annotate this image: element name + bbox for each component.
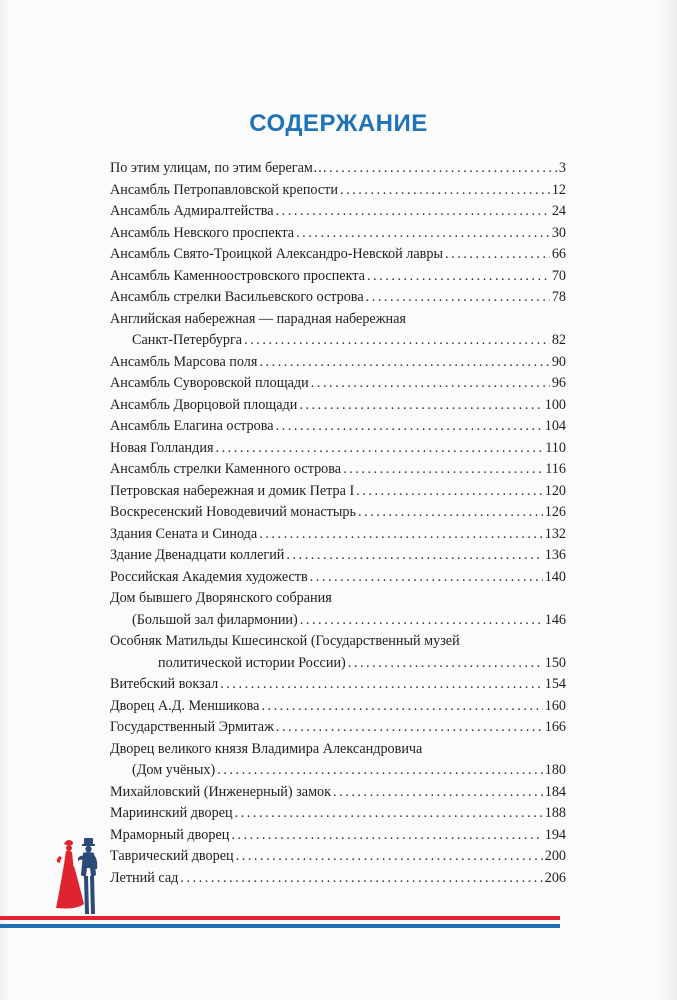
toc-row xyxy=(110,846,566,868)
toc-row xyxy=(110,631,566,653)
toc-page-number: 82 xyxy=(551,332,566,348)
toc-entry-title: Мариинский дворец xyxy=(110,805,233,821)
dot-leader xyxy=(261,696,542,718)
toc-row xyxy=(110,674,566,696)
dot-leader xyxy=(259,352,549,374)
dot-leader xyxy=(296,223,550,245)
toc-page-number: 12 xyxy=(551,181,566,198)
toc-page-number: 206 xyxy=(544,869,566,886)
dot-leader xyxy=(333,782,543,804)
toc-entry-line xyxy=(110,266,566,288)
couple-illustration-icon xyxy=(50,836,108,918)
page-shadow-left xyxy=(0,0,10,1000)
toc-page-number: 104 xyxy=(544,418,566,434)
toc-entry-line xyxy=(110,309,566,331)
toc-page-number: 78 xyxy=(551,289,566,305)
toc-entry-line xyxy=(110,287,566,309)
toc-entry-title: Ансамбль Каменноостровского проспекта xyxy=(110,267,365,284)
dot-leader xyxy=(343,459,543,481)
toc-page-number: 70 xyxy=(551,267,566,284)
toc-row xyxy=(110,782,566,804)
toc-row xyxy=(110,696,566,718)
toc-entry-line xyxy=(110,696,566,718)
toc-entry-line xyxy=(110,717,566,739)
toc-row xyxy=(110,588,566,610)
toc-entry-title: Здание Двенадцати коллегий xyxy=(110,547,285,563)
toc-page-number: 90 xyxy=(551,353,566,370)
toc-row xyxy=(110,352,566,374)
toc-row xyxy=(110,395,566,417)
dot-leader xyxy=(366,287,550,309)
table-of-contents xyxy=(110,158,566,889)
toc-entry-title: Санкт-Петербурга xyxy=(132,332,243,348)
toc-entry-title: Дворец А.Д. Меншикова xyxy=(110,697,260,714)
toc-entry-title: Воскресенский Новодевичий монастырь xyxy=(110,504,356,520)
toc-page-number: 110 xyxy=(545,439,566,456)
dot-leader xyxy=(215,438,543,460)
toc-page-number: 166 xyxy=(544,719,566,735)
toc-row xyxy=(110,416,566,438)
toc-page-number: 194 xyxy=(544,826,566,843)
toc-entry-title: Российская Академия художеств xyxy=(110,568,308,585)
toc-row xyxy=(110,502,566,524)
toc-entry-line xyxy=(110,395,566,417)
dot-leader xyxy=(235,803,543,825)
toc-entry-title: (Дом учёных) xyxy=(132,762,216,778)
toc-entry-title: Ансамбль Елагина острова xyxy=(110,418,274,434)
toc-entry-title: (Большой зал филармонии) xyxy=(132,611,298,628)
dot-leader xyxy=(276,416,543,438)
toc-row xyxy=(110,330,566,352)
toc-row xyxy=(110,373,566,395)
toc-entry-line xyxy=(110,201,566,223)
toc-entry-title: По этим улицам, по этим берегам… xyxy=(110,160,328,176)
toc-entry-title: Ансамбль Марсова поля xyxy=(110,353,258,370)
toc-row xyxy=(110,459,566,481)
toc-entry-title: Здания Сената и Синода xyxy=(110,525,258,542)
decorative-blue-stripe xyxy=(0,924,560,928)
toc-page-number: 184 xyxy=(544,783,566,800)
toc-page-number: 188 xyxy=(544,805,566,821)
toc-entry-line xyxy=(110,868,566,890)
toc-entry-title: Ансамбль Невского проспекта xyxy=(110,224,295,241)
dot-leader xyxy=(299,395,542,417)
toc-entry-line xyxy=(110,739,566,761)
toc-row xyxy=(110,266,566,288)
toc-page-number: 146 xyxy=(544,611,566,628)
toc-entry-line xyxy=(110,653,566,675)
toc-entry-title: Дворец великого князя Владимира Александровича xyxy=(110,740,423,757)
decorative-red-stripe xyxy=(0,916,560,920)
toc-entry-line xyxy=(110,481,566,503)
dot-leader xyxy=(445,244,550,266)
toc-entry-title: Ансамбль Дворцовой площади xyxy=(110,396,298,413)
dot-leader xyxy=(286,545,542,567)
dot-leader xyxy=(329,158,557,180)
toc-entry-line xyxy=(110,545,566,567)
toc-entry-title: Английская набережная — парадная набережная xyxy=(110,310,406,327)
toc-entry-title: Михайловский (Инженерный) замок xyxy=(110,783,332,800)
toc-row xyxy=(110,803,566,825)
toc-entry-title: Ансамбль Адмиралтейства xyxy=(110,203,274,219)
toc-entry-line xyxy=(110,825,566,847)
toc-entry-title: Ансамбль Суворовской площади xyxy=(110,375,309,391)
toc-entry-title: Новая Голландия xyxy=(110,439,214,456)
toc-page-number: 66 xyxy=(551,246,566,262)
toc-page-number: 150 xyxy=(544,654,566,671)
toc-entry-title: Таврический дворец xyxy=(110,848,234,864)
page-shadow-right xyxy=(659,0,677,1000)
toc-entry-line xyxy=(110,803,566,825)
toc-entry-title: Ансамбль Свято-Троицкой Александро-Невской лавры xyxy=(110,246,443,262)
toc-row xyxy=(110,524,566,546)
toc-entry-line xyxy=(110,352,566,374)
toc-row xyxy=(110,567,566,589)
toc-entry-line xyxy=(110,459,566,481)
toc-row xyxy=(110,223,566,245)
toc-entry-line xyxy=(110,588,566,610)
toc-row xyxy=(110,717,566,739)
toc-entry-line xyxy=(110,760,566,782)
dot-leader xyxy=(311,373,550,395)
toc-entry-title: Ансамбль стрелки Васильевского острова xyxy=(110,289,364,305)
toc-row xyxy=(110,438,566,460)
toc-page-number: 116 xyxy=(545,461,566,477)
dot-leader xyxy=(217,760,542,782)
toc-entry-title: политической истории России) xyxy=(158,654,346,671)
toc-entry-title: Ансамбль Петропавловской крепости xyxy=(110,181,338,198)
dot-leader xyxy=(367,266,550,288)
toc-entry-title: Дом бывшего Дворянского собрания xyxy=(110,590,332,606)
dot-leader xyxy=(300,610,543,632)
toc-row xyxy=(110,180,566,202)
toc-row xyxy=(110,545,566,567)
toc-entry-line xyxy=(110,438,566,460)
toc-row xyxy=(110,653,566,675)
toc-page-number: 136 xyxy=(544,547,566,563)
toc-entry-line xyxy=(110,567,566,589)
toc-row xyxy=(110,158,566,180)
dot-leader xyxy=(180,868,542,890)
toc-entry-title: Мраморный дворец xyxy=(110,826,230,843)
dot-leader xyxy=(340,180,550,202)
page-title: СОДЕРЖАНИЕ xyxy=(249,110,428,137)
toc-entry-title: Государственный Эрмитаж xyxy=(110,719,274,735)
dot-leader xyxy=(276,717,543,739)
toc-page-number: 30 xyxy=(551,224,566,241)
lady-figure-icon xyxy=(56,840,84,909)
dot-leader xyxy=(348,653,543,675)
toc-page-number: 24 xyxy=(551,203,566,219)
dot-leader xyxy=(220,674,543,696)
toc-entry-line xyxy=(110,610,566,632)
toc-entry-line xyxy=(110,373,566,395)
toc-page-number: 96 xyxy=(551,375,566,391)
toc-entry-line xyxy=(110,524,566,546)
dot-leader xyxy=(259,524,543,546)
toc-page-number: 3 xyxy=(558,160,566,176)
toc-entry-line xyxy=(110,158,566,180)
toc-page-number: 120 xyxy=(544,482,566,499)
toc-page-number: 132 xyxy=(544,525,566,542)
toc-row xyxy=(110,309,566,331)
toc-entry-line xyxy=(110,502,566,524)
dot-leader xyxy=(236,846,543,868)
toc-page-number: 126 xyxy=(544,504,566,520)
toc-entry-title: Петровская набережная и домик Петра I xyxy=(110,482,355,499)
toc-row xyxy=(110,868,566,890)
dot-leader xyxy=(358,502,543,524)
toc-entry-line xyxy=(110,631,566,653)
toc-page-number: 140 xyxy=(544,568,566,585)
toc-entry-title: Летний сад xyxy=(110,869,179,886)
toc-entry-line xyxy=(110,330,566,352)
dot-leader xyxy=(276,201,550,223)
toc-page-number: 180 xyxy=(544,762,566,778)
toc-row xyxy=(110,244,566,266)
dot-leader xyxy=(356,481,543,503)
toc-entry-line xyxy=(110,674,566,696)
toc-page-number: 154 xyxy=(544,676,566,692)
toc-row xyxy=(110,481,566,503)
toc-entry-line xyxy=(110,223,566,245)
toc-entry-title: Витебский вокзал xyxy=(110,676,219,692)
toc-entry-line xyxy=(110,180,566,202)
toc-page-number: 100 xyxy=(544,396,566,413)
toc-row xyxy=(110,760,566,782)
toc-entry-title: Ансамбль стрелки Каменного острова xyxy=(110,461,342,477)
dot-leader xyxy=(231,825,542,847)
dot-leader xyxy=(310,567,543,589)
dot-leader xyxy=(244,330,550,352)
toc-page-number: 160 xyxy=(544,697,566,714)
toc-entry-line xyxy=(110,846,566,868)
toc-entry-line xyxy=(110,782,566,804)
toc-row xyxy=(110,287,566,309)
toc-entry-title: Особняк Матильды Кшесинской (Государственный музей xyxy=(110,633,460,649)
toc-row xyxy=(110,739,566,761)
toc-row xyxy=(110,825,566,847)
toc-entry-line xyxy=(110,416,566,438)
toc-row xyxy=(110,201,566,223)
toc-page-number: 200 xyxy=(544,848,566,864)
toc-row xyxy=(110,610,566,632)
toc-entry-line xyxy=(110,244,566,266)
